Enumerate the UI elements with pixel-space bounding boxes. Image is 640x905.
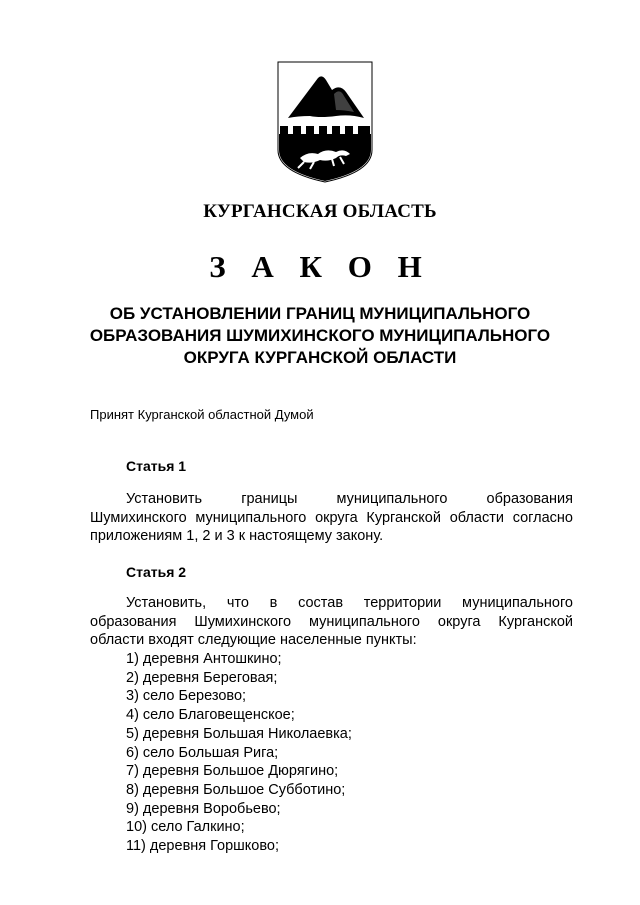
article-2-text <box>90 594 573 650</box>
article-2-heading: Статья 2 <box>126 564 187 580</box>
article-1-text <box>90 490 573 546</box>
article-text-line: Шумихинского муниципального округа Курганской области согласно <box>90 509 573 526</box>
list-item: 5) деревня Большая Николаевка; <box>126 725 352 742</box>
article-text-line: Установить, что в состав территории муниципального <box>126 595 573 611</box>
article-text-line: образования Шумихинского муниципального округа Курганской <box>90 613 573 630</box>
list-item: 4) село Благовещенское; <box>126 707 295 724</box>
document-type-title: З А К О Н <box>209 249 431 284</box>
law-subtitle-line: ОБРАЗОВАНИЯ ШУМИХИНСКОГО МУНИЦИПАЛЬНОГО <box>89 326 551 345</box>
article-text-line: приложениям 1, 2 и 3 к настоящему закону. <box>90 528 384 544</box>
list-item: 6) село Большая Рига; <box>126 744 279 761</box>
region-title: КУРГАНСКАЯ ОБЛАСТЬ <box>203 201 437 222</box>
law-subtitle <box>60 303 580 369</box>
list-item: 7) деревня Большое Дюрягино; <box>126 763 339 780</box>
law-subtitle-line: ОБ УСТАНОВЛЕНИИ ГРАНИЦ МУНИЦИПАЛЬНОГО <box>109 304 531 323</box>
coat-of-arms-icon <box>274 58 376 184</box>
list-item: 3) село Березово; <box>126 688 247 705</box>
list-item: 11) деревня Горшково; <box>126 838 280 855</box>
list-item: 10) село Галкино; <box>126 819 245 836</box>
settlements-list <box>126 650 352 856</box>
article-1-heading: Статья 1 <box>126 458 187 474</box>
list-item: 2) деревня Береговая; <box>126 669 278 686</box>
article-text-line: Установить границы муниципального образования <box>126 491 573 507</box>
list-item: 8) деревня Большое Субботино; <box>126 781 346 798</box>
list-item: 1) деревня Антошкино; <box>126 651 282 667</box>
law-subtitle-line: ОКРУГА КУРГАНСКОЙ ОБЛАСТИ <box>183 348 457 367</box>
article-text-line: области входят следующие населенные пункты: <box>90 632 417 648</box>
list-item: 9) деревня Воробьево; <box>126 800 281 817</box>
adoption-note: Принят Курганской областной Думой <box>90 407 314 422</box>
